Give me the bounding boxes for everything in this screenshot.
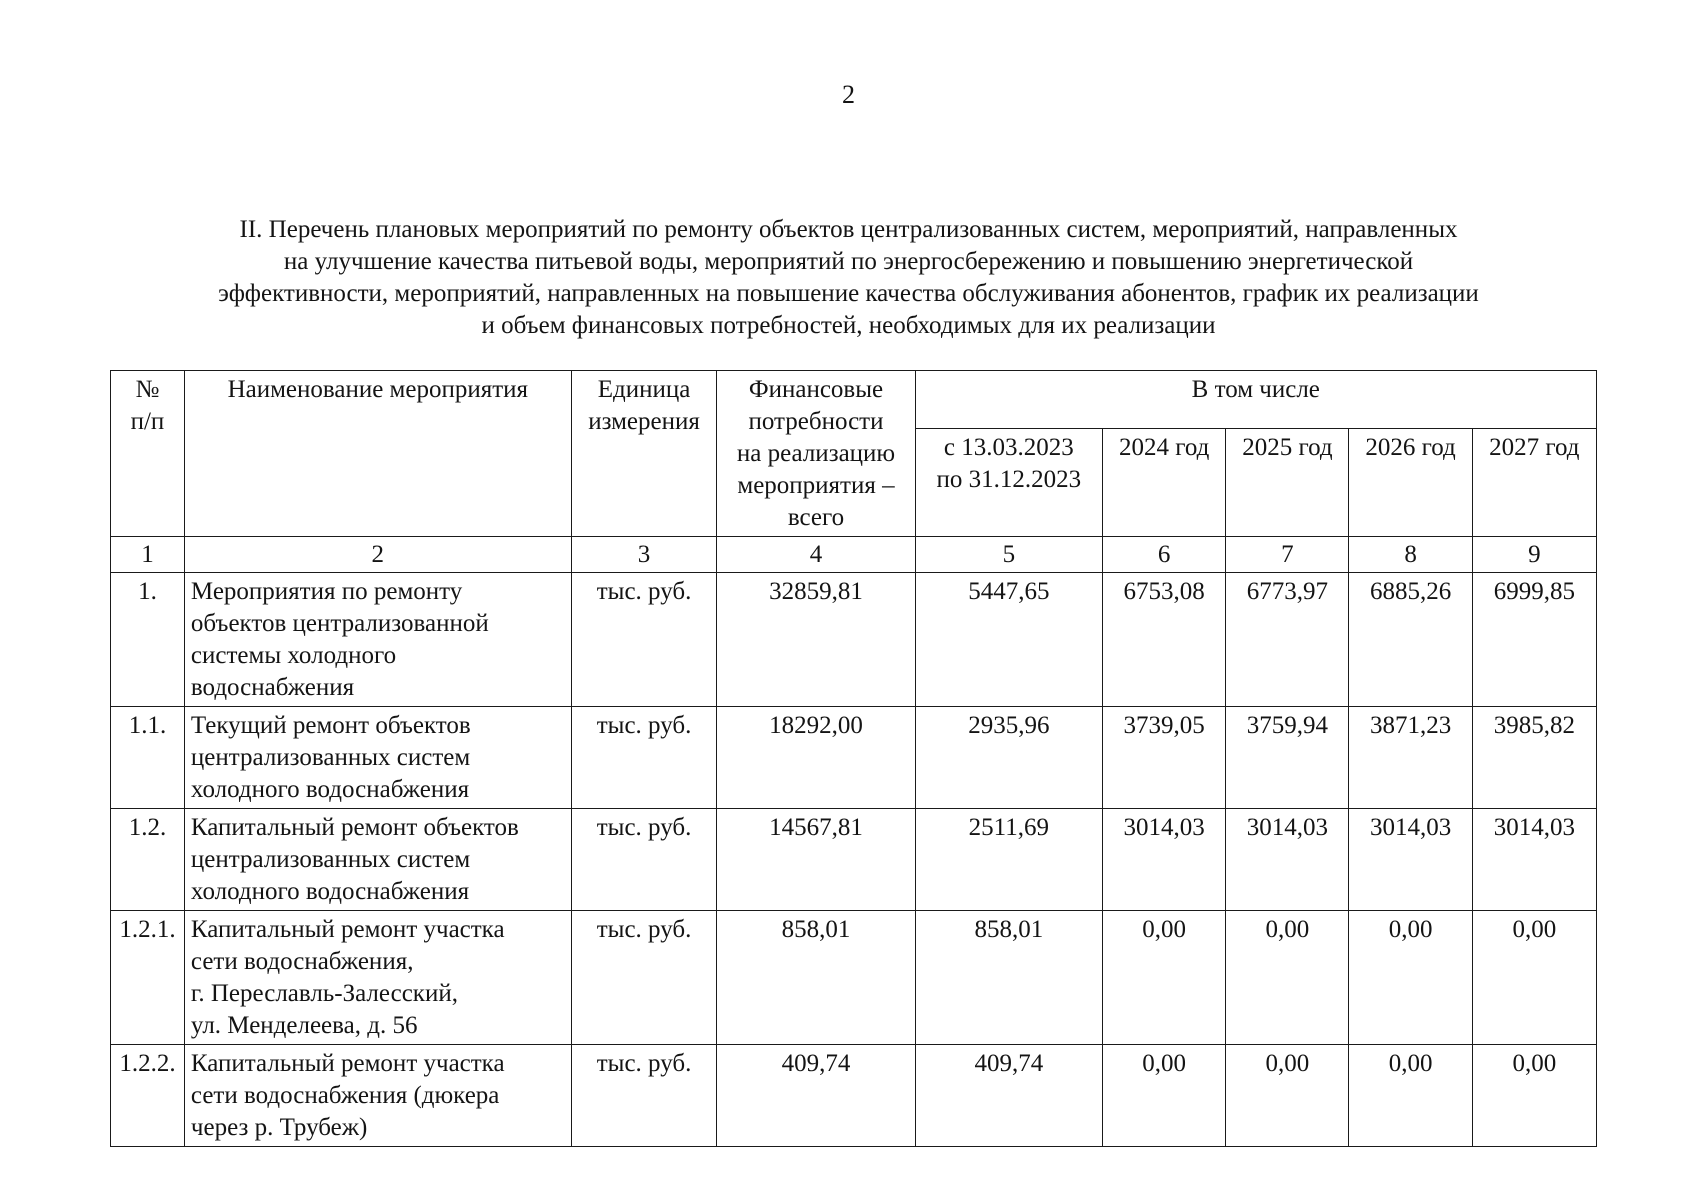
column-number: 6 bbox=[1103, 537, 1226, 573]
row-value: 3759,94 bbox=[1226, 707, 1349, 809]
row-value: 2935,96 bbox=[915, 707, 1102, 809]
column-number: 2 bbox=[184, 537, 571, 573]
table-row bbox=[111, 809, 1597, 911]
document-title bbox=[120, 214, 1577, 342]
row-value: 5447,65 bbox=[915, 573, 1102, 707]
table-row bbox=[111, 1045, 1597, 1147]
row-value: 0,00 bbox=[1349, 911, 1472, 1045]
row-number: 1.1. bbox=[111, 707, 185, 809]
column-number: 5 bbox=[915, 537, 1102, 573]
title-line: на улучшение качества питьевой воды, мероприятий по энергосбережению и повышению энергетической bbox=[283, 248, 1414, 275]
row-total: 32859,81 bbox=[717, 573, 915, 707]
row-value: 0,00 bbox=[1349, 1045, 1472, 1147]
table-row bbox=[111, 707, 1597, 809]
row-value: 0,00 bbox=[1472, 1045, 1596, 1147]
row-value: 0,00 bbox=[1103, 1045, 1226, 1147]
header-period: 2025 год bbox=[1226, 429, 1349, 537]
row-name: Капитальный ремонт участка сети водоснабжения (дюкера через р. Трубеж) bbox=[184, 1045, 571, 1147]
row-total: 409,74 bbox=[717, 1045, 915, 1147]
row-number: 1.2. bbox=[111, 809, 185, 911]
row-value: 0,00 bbox=[1226, 911, 1349, 1045]
row-value: 3014,03 bbox=[1349, 809, 1472, 911]
column-number: 7 bbox=[1226, 537, 1349, 573]
row-number: 1. bbox=[111, 573, 185, 707]
header-period: 2024 год bbox=[1103, 429, 1226, 537]
row-unit: тыс. руб. bbox=[571, 911, 717, 1045]
row-unit: тыс. руб. bbox=[571, 573, 717, 707]
row-name: Капитальный ремонт объектов централизованных систем холодного водоснабжения bbox=[184, 809, 571, 911]
header-unit: Единица измерения bbox=[571, 371, 717, 537]
table-row bbox=[111, 911, 1597, 1045]
row-value: 3014,03 bbox=[1226, 809, 1349, 911]
column-number: 4 bbox=[717, 537, 915, 573]
row-value: 6885,26 bbox=[1349, 573, 1472, 707]
row-value: 6999,85 bbox=[1472, 573, 1596, 707]
row-number: 1.2.1. bbox=[111, 911, 185, 1045]
row-value: 3871,23 bbox=[1349, 707, 1472, 809]
row-value: 6753,08 bbox=[1103, 573, 1226, 707]
row-number: 1.2.2. bbox=[111, 1045, 185, 1147]
title-line: и объем финансовых потребностей, необходимых для их реализации bbox=[481, 312, 1216, 339]
row-value: 0,00 bbox=[1472, 911, 1596, 1045]
column-number: 9 bbox=[1472, 537, 1596, 573]
column-number: 3 bbox=[571, 537, 717, 573]
row-name: Капитальный ремонт участка сети водоснабжения, г. Переславль-Залесский, ул. Менделеева, д. 56 bbox=[184, 911, 571, 1045]
row-value: 3014,03 bbox=[1103, 809, 1226, 911]
row-unit: тыс. руб. bbox=[571, 707, 717, 809]
row-value: 0,00 bbox=[1226, 1045, 1349, 1147]
header-period: 2026 год bbox=[1349, 429, 1472, 537]
row-value: 6773,97 bbox=[1226, 573, 1349, 707]
header-number: № п/п bbox=[111, 371, 185, 537]
header-period: 2027 год bbox=[1472, 429, 1596, 537]
row-name: Мероприятия по ремонту объектов централизованной системы холодного водоснабжения bbox=[184, 573, 571, 707]
header-including: В том числе bbox=[915, 371, 1596, 429]
header-period: с 13.03.2023 по 31.12.2023 bbox=[915, 429, 1102, 537]
header-row bbox=[111, 371, 1597, 429]
table-row bbox=[111, 573, 1597, 707]
row-value: 2511,69 bbox=[915, 809, 1102, 911]
measures-table bbox=[110, 370, 1597, 1147]
row-value: 858,01 bbox=[915, 911, 1102, 1045]
page-number: 2 bbox=[842, 80, 855, 109]
row-value: 3739,05 bbox=[1103, 707, 1226, 809]
title-line: II. Перечень плановых мероприятий по ремонту объектов централизованных систем, мероприятий, направленных bbox=[239, 216, 1458, 243]
row-unit: тыс. руб. bbox=[571, 809, 717, 911]
row-value: 3014,03 bbox=[1472, 809, 1596, 911]
row-name: Текущий ремонт объектов централизованных систем холодного водоснабжения bbox=[184, 707, 571, 809]
row-unit: тыс. руб. bbox=[571, 1045, 717, 1147]
row-value: 0,00 bbox=[1103, 911, 1226, 1045]
column-number-row bbox=[111, 537, 1597, 573]
header-total: Финансовые потребности на реализацию мероприятия – всего bbox=[717, 371, 915, 537]
title-line: эффективности, мероприятий, направленных на повышение качества обслуживания абонентов, график их реализации bbox=[218, 280, 1479, 307]
header-name: Наименование мероприятия bbox=[184, 371, 571, 537]
column-number: 8 bbox=[1349, 537, 1472, 573]
row-total: 14567,81 bbox=[717, 809, 915, 911]
row-total: 18292,00 bbox=[717, 707, 915, 809]
row-total: 858,01 bbox=[717, 911, 915, 1045]
row-value: 409,74 bbox=[915, 1045, 1102, 1147]
row-value: 3985,82 bbox=[1472, 707, 1596, 809]
column-number: 1 bbox=[111, 537, 185, 573]
